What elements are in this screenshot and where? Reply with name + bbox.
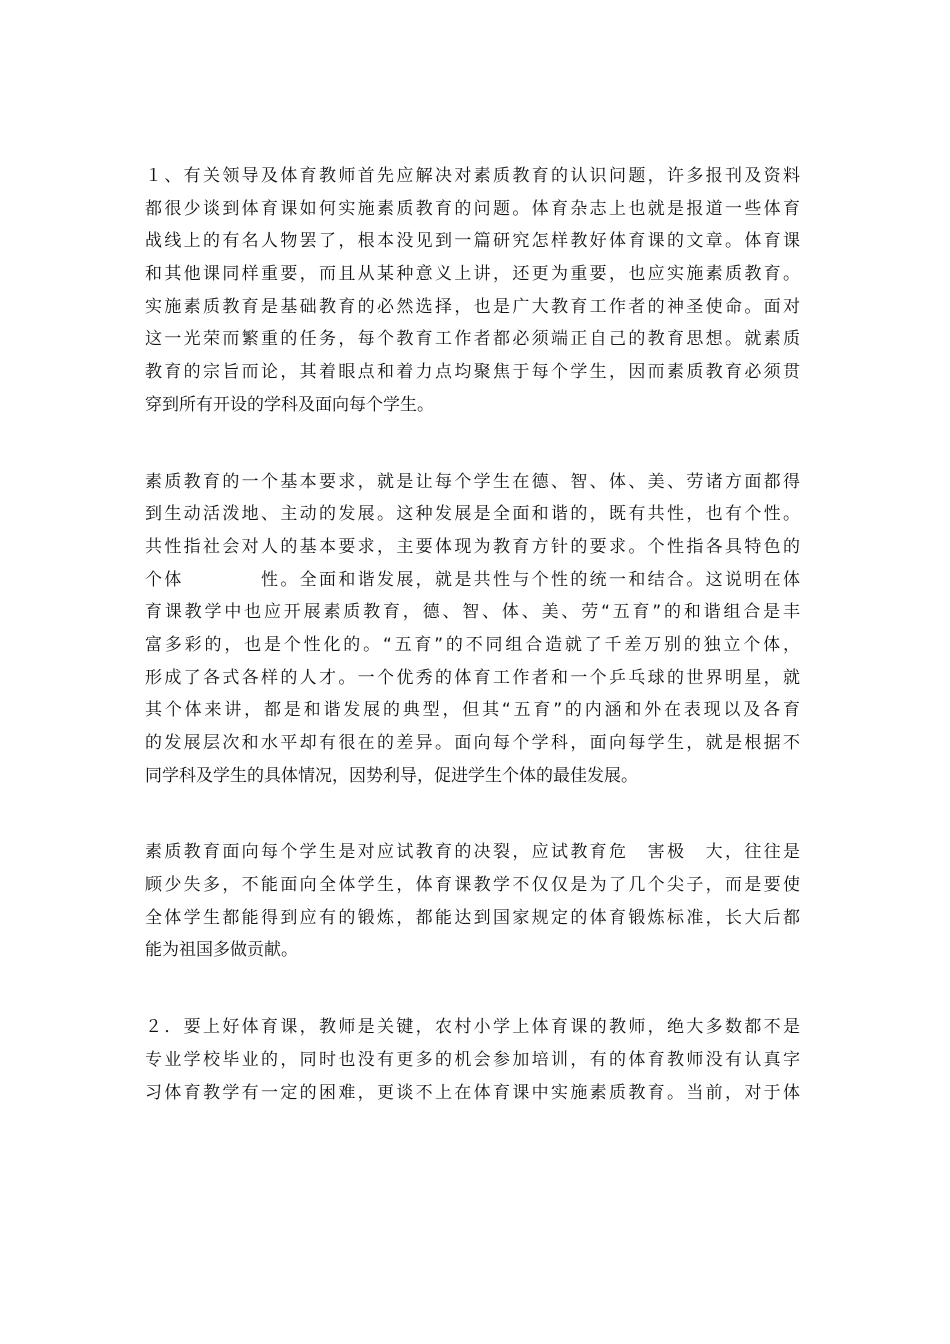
text-line: 战线上的有名人物罢了，根本没见到一篇研究怎样教好体育课的文章。体育课	[145, 231, 800, 252]
text-line: 同学科及学生的具体情况，因势利导，促进学生个体的最佳发展。	[145, 765, 638, 786]
text-line: ２．要上好体育课，教师是关键，农村小学上体育课的教师，绝大多数都不是	[145, 1017, 800, 1038]
text-line: 其个体来讲，都是和谐发展的典型，但其“五育”的内涵和外在表现以及各育	[145, 700, 800, 721]
text-line: 育课教学中也应开展素质教育，德、智、体、美、劳“五育”的和谐组合是丰	[145, 602, 800, 623]
text-line: 富多彩的，也是个性化的。“五育”的不同组合造就了千差万别的独立个体，	[145, 634, 800, 655]
text-line: 素质教育面向每个学生是对应试教育的决裂，应试教育危 害极 大，往往是	[145, 842, 800, 863]
text-line: 形成了各式各样的人才。一个优秀的体育工作者和一个乒乓球的世界明星，就	[145, 667, 800, 688]
text-line: 的发展层次和水平却有很在的差异。面向每个学科，面向每学生，就是根据不	[145, 733, 800, 753]
paragraph-4	[145, 1011, 800, 1109]
text-line: 素质教育的一个基本要求，就是让每个学生在德、智、体、美、劳诸方面都得	[145, 471, 800, 492]
paragraph-3	[145, 836, 800, 967]
text-line: 这一光荣而繁重的任务，每个教育工作者都必须端正自己的教育思想。就素质	[145, 329, 800, 350]
text-line: 实施素质教育是基础教育的必然选择，也是广大教育工作者的神圣使命。面对	[145, 296, 800, 317]
text-line: 习体育教学有一定的困难，更谈不上在体育课中实施素质教育。当前，对于体	[145, 1082, 800, 1103]
text-line: 和其他课同样重要，而且从某种意义上讲，还更为重要，也应实施素质教育。	[145, 264, 800, 285]
text-line: 到生动活泼地、主动的发展。这种发展是全面和谐的，既有共性，也有个性。	[145, 504, 800, 525]
text-line: 都很少谈到体育课如何实施素质教育的问题。体育杂志上也就是报道一些体育	[145, 198, 800, 219]
paragraph-2	[145, 466, 800, 793]
document-body	[145, 160, 800, 1153]
text-line: 穿到所有开设的学科及面向每个学生。	[145, 394, 434, 415]
paragraph-1	[145, 160, 800, 422]
text-line: １、有关领导及体育教师首先应解决对素质教育的认识问题，许多报刊及资料	[145, 166, 800, 186]
text-line: 顾少失多，不能面向全体学生，体育课教学不仅仅是为了几个尖子，而是要使	[145, 875, 800, 896]
text-line: 全体学生都能得到应有的锻炼，都能达到国家规定的体育锻炼标准，长大后都	[145, 907, 800, 928]
text-line: 专业学校毕业的，同时也没有更多的机会参加培训，有的体育教师没有认真字	[145, 1049, 800, 1070]
text-line: 教育的宗旨而论，其着眼点和着力点均聚焦于每个学生，因而素质教育必须贯	[145, 362, 800, 383]
text-line: 能为祖国多做贡献。	[145, 940, 298, 961]
text-line: 个体 性。全面和谐发展，就是共性与个性的统一和结合。这说明在体	[145, 569, 800, 590]
text-line: 共性指社会对人的基本要求，主要体现为教育方针的要求。个性指各具特色的	[145, 536, 800, 557]
